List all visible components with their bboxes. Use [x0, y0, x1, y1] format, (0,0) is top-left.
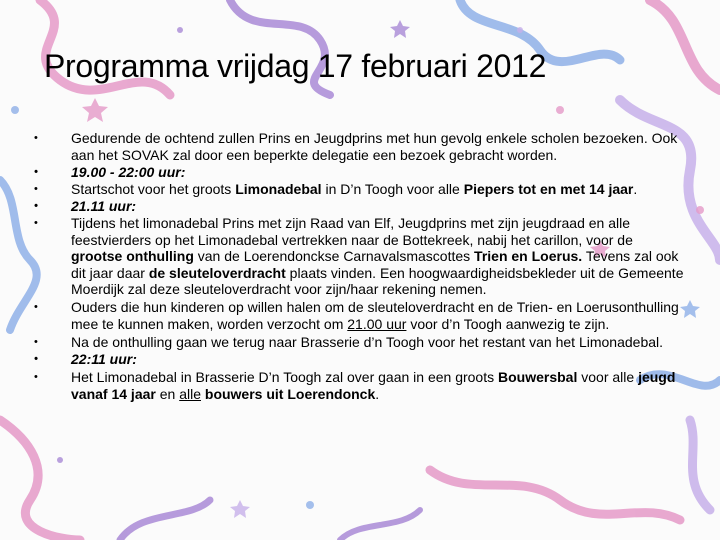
list-item — [34, 334, 684, 351]
streamer-pink — [0, 420, 80, 540]
item-text: voor d’n Toogh aanwezig te zijn. — [406, 316, 610, 333]
bullet-marker: • — [34, 371, 38, 384]
item-text: Tijdens het limonadebal Prins met zijn Raad van Elf, Jeugdprins met zijn jeugdraad en alle feestvierders op het Limonadebal vertrekken naar de Bottekreek, nabij het carillon, voor de — [71, 214, 633, 248]
item-text: 21.11 uur: — [71, 197, 137, 214]
dot-confetti — [696, 206, 704, 214]
item-text: . — [375, 385, 380, 402]
bullet-marker: • — [34, 301, 38, 314]
bullet-marker: • — [34, 353, 38, 366]
streamer-pink — [430, 470, 680, 520]
streamer-purple — [120, 500, 210, 540]
dot-confetti — [177, 27, 183, 33]
item-text: Ouders die hun kinderen op willen halen om de sleuteloverdracht en de Trien- en Loerusonthulling mee te kunnen maken, worden verzocht om — [71, 299, 679, 333]
dot-confetti — [57, 457, 63, 463]
streamer-purple — [340, 510, 420, 540]
item-text: jeugd vanaf 14 jaar — [71, 369, 676, 402]
item-text: de sleuteloverdracht — [148, 264, 286, 281]
item-text: Bouwersbal — [498, 369, 578, 386]
streamer-blue — [0, 180, 37, 330]
item-text: 19.00 - 22:00 uur: — [71, 163, 186, 180]
item-text: in D’n Toogh voor alle — [321, 180, 464, 197]
item-text: bouwers uit Loerendonck — [204, 385, 376, 402]
item-text: alle — [179, 385, 201, 402]
star-confetti — [230, 500, 250, 518]
bullet-list — [34, 130, 684, 403]
item-text: Het Limonadebal in Brasserie D’n Toogh zal over gaan in een groots — [71, 369, 498, 386]
item-text: en — [155, 385, 180, 402]
bullet-marker: • — [34, 165, 38, 178]
item-text: Gedurende de ochtend zullen Prins en Jeugdprins met hun gevolg enkele scholen bezoeken. Ook aan het SOVAK zal door een beperkte delegatie een bezoek gebracht worden. — [71, 130, 678, 163]
list-item — [34, 351, 684, 368]
star-confetti — [82, 98, 108, 122]
item-text: van de Loerendonckse Carnavalsmascottes — [193, 248, 475, 265]
list-item — [34, 164, 684, 181]
item-text: 21.00 uur — [347, 316, 407, 333]
item-text: Trien en Loerus. — [474, 248, 583, 265]
item-text: Piepers tot en met 14 jaar — [463, 180, 634, 197]
slide-title: Programma vrijdag 17 februari 2012 — [44, 48, 547, 84]
star-confetti — [390, 20, 410, 38]
list-item — [34, 215, 684, 298]
item-text: Limonadebal — [235, 180, 322, 197]
list-item — [34, 299, 684, 332]
bullet-marker: • — [34, 132, 38, 144]
streamer-lavender — [690, 420, 710, 510]
bullet-marker: • — [34, 199, 38, 212]
list-item — [34, 181, 684, 198]
list-item — [34, 130, 684, 163]
bullet-marker: • — [34, 216, 38, 229]
dot-confetti — [517, 27, 523, 33]
item-text: 22:11 uur: — [71, 351, 137, 368]
item-text: Tevens zal ook dit jaar daar — [71, 248, 679, 281]
dot-confetti — [556, 106, 564, 114]
bullet-marker: • — [34, 336, 38, 349]
dot-confetti — [11, 106, 19, 114]
item-text: . — [633, 180, 638, 197]
streamer-pink — [650, 0, 720, 90]
item-text: plaats vinden. Een hoogwaardigheidsbekleder uit de Gemeente Moerdijk zal deze sleuteloverdracht voor zijn/haar rekening nemen. — [71, 264, 684, 298]
item-text: grootse onthulling — [71, 248, 194, 265]
bullet-marker: • — [34, 182, 38, 195]
item-text: voor alle — [577, 369, 639, 386]
item-text: Na de onthulling gaan we terug naar Brasserie d’n Toogh voor het restant van het Limonadebal. — [71, 334, 664, 351]
dot-confetti — [306, 501, 314, 509]
list-item — [34, 369, 684, 402]
item-text: Startschot voor het groots — [71, 180, 236, 197]
list-item — [34, 198, 684, 215]
